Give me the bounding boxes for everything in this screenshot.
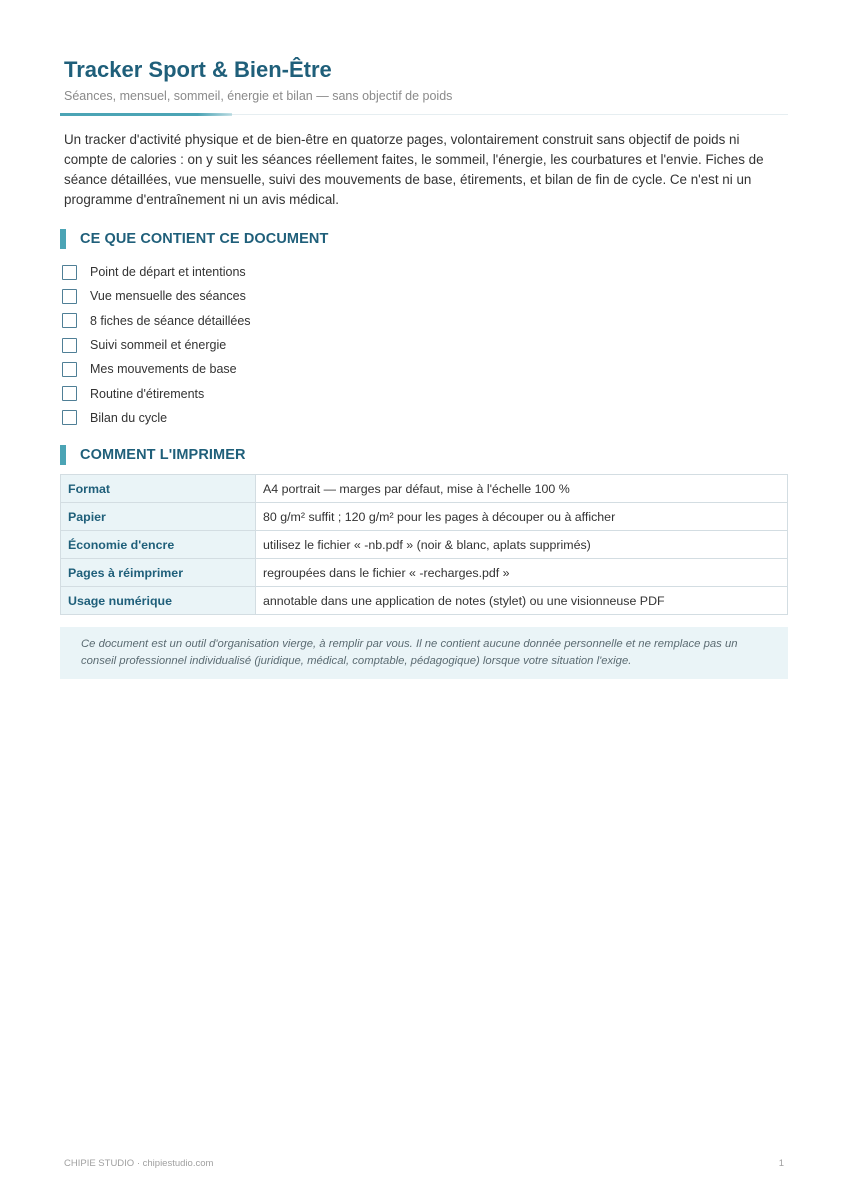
page-footer <box>64 1158 784 1169</box>
table-row <box>61 531 788 559</box>
table-row-key: Usage numérique <box>61 587 256 615</box>
table-row <box>61 559 788 587</box>
table-row <box>61 503 788 531</box>
printing-table <box>60 474 788 615</box>
checklist-item-label: 8 fiches de séance détaillées <box>90 313 251 328</box>
table-row <box>61 475 788 503</box>
checkbox-icon[interactable] <box>62 265 77 280</box>
checkbox-icon[interactable] <box>62 338 77 353</box>
checklist-item <box>62 284 251 308</box>
table-row-value: 80 g/m² suffit ; 120 g/m² pour les pages à découper ou à afficher <box>256 503 788 531</box>
table-row-value: regroupées dans le fichier « -recharges.pdf » <box>256 559 788 587</box>
checklist-item <box>62 260 251 284</box>
checklist-item <box>62 309 251 333</box>
table-row-key: Papier <box>61 503 256 531</box>
contents-section-heading <box>60 229 788 249</box>
checkbox-icon[interactable] <box>62 362 77 377</box>
header-divider-accent <box>60 113 232 116</box>
contents-section-title: CE QUE CONTIENT CE DOCUMENT <box>80 231 329 247</box>
section-accent-bar <box>60 445 66 465</box>
checkbox-icon[interactable] <box>62 410 77 425</box>
table-row-value: utilisez le fichier « -nb.pdf » (noir & blanc, aplats supprimés) <box>256 531 788 559</box>
checklist-item-label: Routine d'étirements <box>90 386 205 401</box>
checklist-item-label: Point de départ et intentions <box>90 265 246 280</box>
intro-paragraph: Un tracker d'activité physique et de bien-être en quatorze pages, volontairement construit sans objectif de poids ni compte de calories : on y suit les séances réellement faites, le sommeil, l'énergie, les courbatures et l'envie. Fiches de séance détaillées, vue mensuelle, suivi des mouvements de base, étirements, et bilan de fin de cycle. Ce n'est ni un programme d'entraînement ni un avis médical. <box>64 132 764 207</box>
printing-section-heading <box>60 445 788 465</box>
table-row-value: A4 portrait — marges par défaut, mise à l'échelle 100 % <box>256 475 788 503</box>
checklist-item <box>62 357 251 381</box>
table-row-key: Format <box>61 475 256 503</box>
header-divider <box>60 113 788 116</box>
checkbox-icon[interactable] <box>62 289 77 304</box>
checklist-item-label: Bilan du cycle <box>90 410 168 425</box>
checklist-item-label: Mes mouvements de base <box>90 362 237 377</box>
checklist-item <box>62 406 251 430</box>
disclaimer-note: Ce document est un outil d'organisation vierge, à remplir par vous. Il ne contient aucune donnée personnelle et ne remplace pas un conseil professionnel individualisé (juridique, médical, comptable, pédagogique) lorsque votre situation l'exige. <box>60 627 788 679</box>
document-header <box>60 56 788 116</box>
section-accent-bar <box>60 229 66 249</box>
contents-checklist <box>62 260 251 430</box>
checklist-item <box>62 381 251 405</box>
printing-section-title: COMMENT L'IMPRIMER <box>80 447 246 463</box>
document-title: Tracker Sport & Bien-Être <box>64 57 332 82</box>
checklist-item-label: Vue mensuelle des séances <box>90 289 246 304</box>
table-row-key: Économie d'encre <box>61 531 256 559</box>
table-row-key: Pages à réimprimer <box>61 559 256 587</box>
page-number: 1 <box>778 1158 784 1169</box>
checklist-item <box>62 333 251 357</box>
footer-brand: CHIPIE STUDIO · chipiestudio.com <box>64 1158 214 1169</box>
checklist-item-label: Suivi sommeil et énergie <box>90 338 227 353</box>
checkbox-icon[interactable] <box>62 386 77 401</box>
checkbox-icon[interactable] <box>62 313 77 328</box>
table-row <box>61 587 788 615</box>
document-subtitle: Séances, mensuel, sommeil, énergie et bilan — sans objectif de poids <box>64 89 453 103</box>
table-row-value: annotable dans une application de notes (stylet) ou une visionneuse PDF <box>256 587 788 615</box>
